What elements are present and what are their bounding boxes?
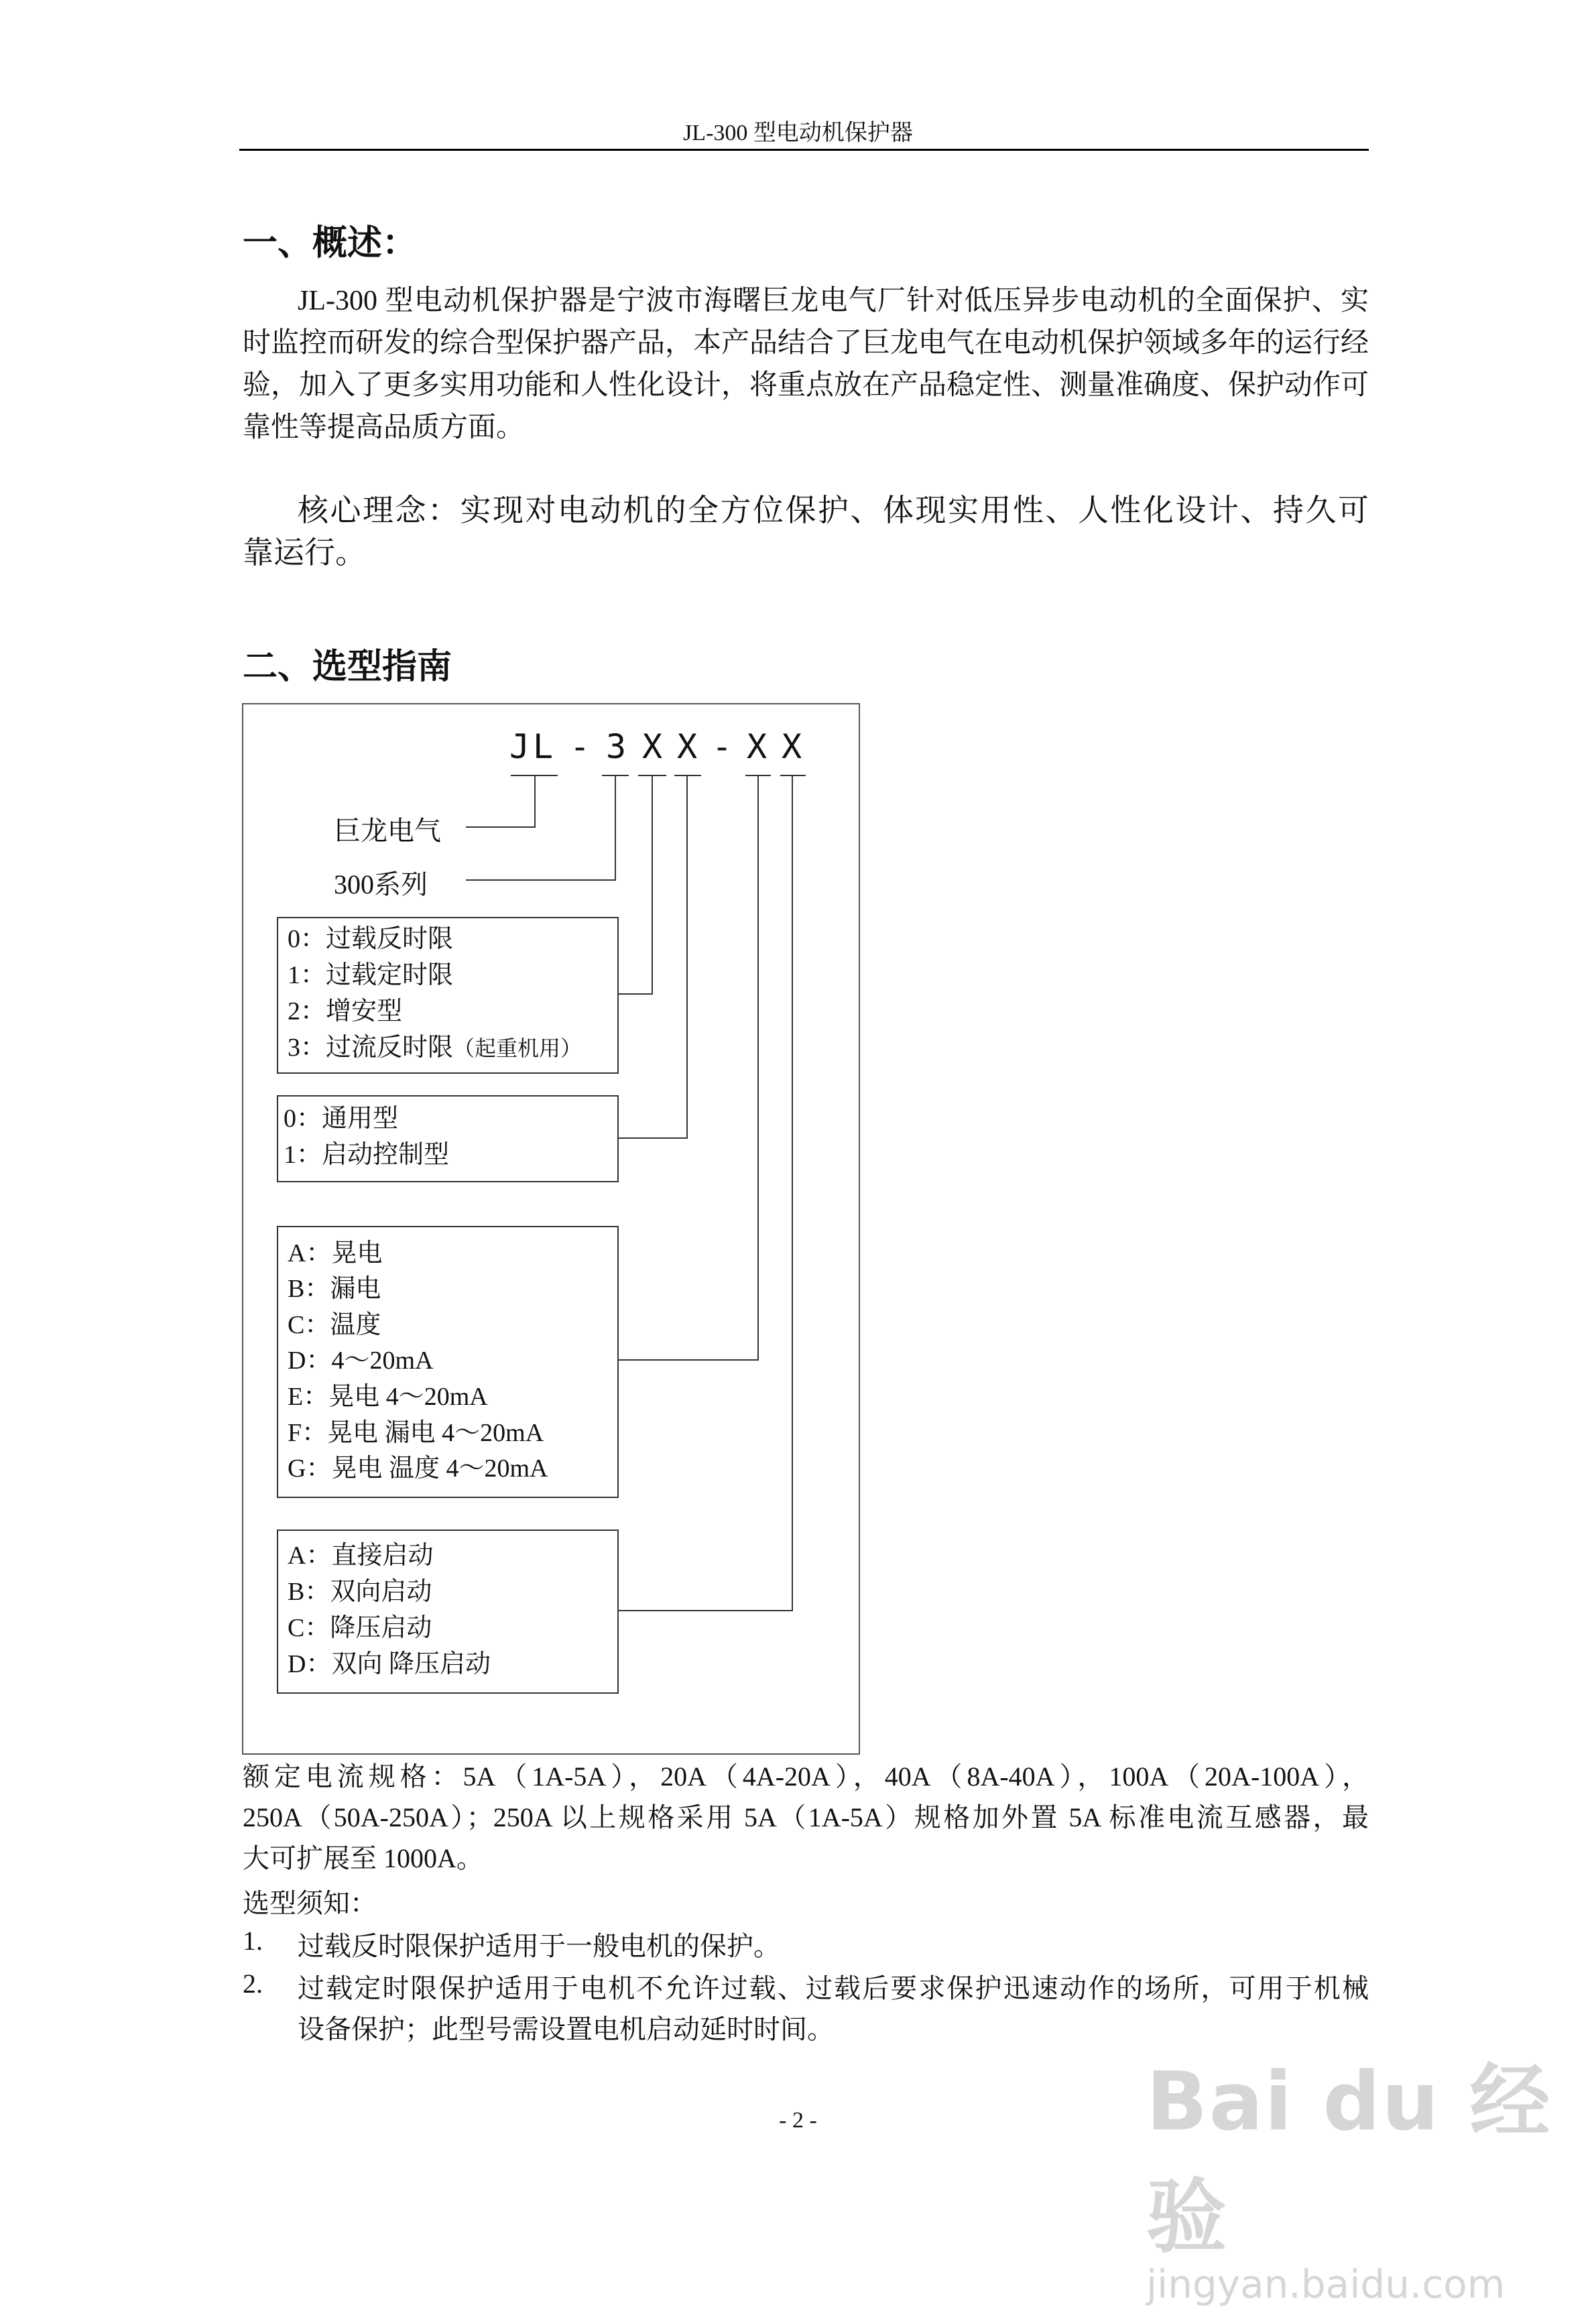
text-line: 靠性等提高品质方面。	[243, 412, 525, 443]
baidu-jingyan-watermark	[1146, 2038, 1596, 2307]
code-char: X	[677, 727, 698, 766]
option-item: E：晃电 4～20mA	[288, 1383, 488, 1411]
option-item: D：双向 降压启动	[288, 1650, 491, 1678]
label-series: 300系列	[334, 869, 428, 899]
option-item: 1：过载定时限	[288, 961, 454, 989]
text-line: 额定电流规格：5A（1A-5A），20A（4A-20A），40A（8A-40A），100A（20A-100A），	[243, 1761, 1369, 1792]
option-item: A：直接启动	[288, 1542, 434, 1570]
option-text: 3：过流反时限	[288, 1034, 454, 1062]
option-item: B：漏电	[288, 1275, 381, 1303]
code-char: X	[642, 727, 663, 766]
option-item: D：4～20mA	[288, 1347, 434, 1375]
option-item: 1：启动控制型	[284, 1141, 450, 1169]
code-char: J	[509, 727, 530, 766]
option-note: （起重机用）	[453, 1036, 582, 1060]
option-item	[288, 1030, 582, 1066]
option-item: 0：通用型	[284, 1105, 399, 1133]
option-item: B：双向启动	[288, 1578, 432, 1606]
rated-current-paragraph	[243, 1756, 1369, 1879]
text-line: 验，加入了更多实用功能和人性化设计，将重点放在产品稳定性、测量准确度、保护动作可	[243, 370, 1369, 401]
option-item: A：晃电	[288, 1239, 383, 1267]
code-char: -	[712, 727, 733, 766]
code-char: X	[782, 727, 802, 766]
option-box-start-mode	[277, 1530, 619, 1694]
note-number: 2.	[243, 1969, 263, 1999]
text-line: 时监控而研发的综合型保护器产品，本产品结合了巨龙电气在电动机保护领域多年的运行经	[243, 328, 1369, 359]
option-item: 2：增安型	[288, 997, 403, 1025]
code-char: L	[533, 727, 554, 766]
option-item: 0：过载反时限	[288, 925, 454, 953]
option-item: C：降压启动	[288, 1614, 432, 1642]
watermark-url: jingyan.baidu.com	[1146, 2261, 1506, 2307]
note-text: 过载反时限保护适用于一般电机的保护。	[298, 1931, 780, 1961]
section-heading-selection-guide: 二、选型指南	[243, 648, 452, 686]
text-line: 核心理念：实现对电动机的全方位保护、体现实用性、人性化设计、持久可	[298, 493, 1369, 527]
option-item: C：温度	[288, 1311, 381, 1339]
label-brand: 巨龙电气	[334, 816, 441, 846]
option-box-protection-type	[277, 917, 619, 1074]
watermark-logo: Bai du 经验	[1146, 2056, 1552, 2264]
notes-title: 选型须知：	[243, 1888, 377, 1918]
option-item: F：晃电 漏电 4～20mA	[288, 1419, 544, 1447]
code-char: -	[570, 727, 591, 766]
code-char: X	[747, 727, 768, 766]
section-heading-overview: 一、概述：	[243, 225, 418, 263]
text-line: 靠运行。	[243, 536, 366, 570]
text-line: 设备保护；此型号需设置电机启动延时时间。	[298, 2014, 834, 2044]
text-line: JL-300 型电动机保护器是宁波市海曙巨龙电气厂针对低压异步电动机的全面保护、实	[298, 286, 1369, 316]
code-char: 3	[606, 727, 627, 766]
text-line: 过载定时限保护适用于电机不允许过载、过载后要求保护迅速动作的场所，可用于机械	[298, 1973, 1369, 2003]
page-number: - 2 -	[779, 2108, 817, 2133]
text-line: 250A（50A-250A）；250A 以上规格采用 5A（1A-5A）规格加外置 5A 标准电流互感器，最	[243, 1802, 1369, 1832]
page-header-title: JL-300 型电动机保护器	[683, 121, 913, 145]
option-item: G：晃电 温度 4～20mA	[288, 1454, 548, 1483]
option-box-function-type	[277, 1095, 619, 1182]
text-line: 大可扩展至 1000A。	[243, 1843, 483, 1873]
note-number: 1.	[243, 1926, 263, 1956]
option-box-extra-features	[277, 1226, 619, 1498]
